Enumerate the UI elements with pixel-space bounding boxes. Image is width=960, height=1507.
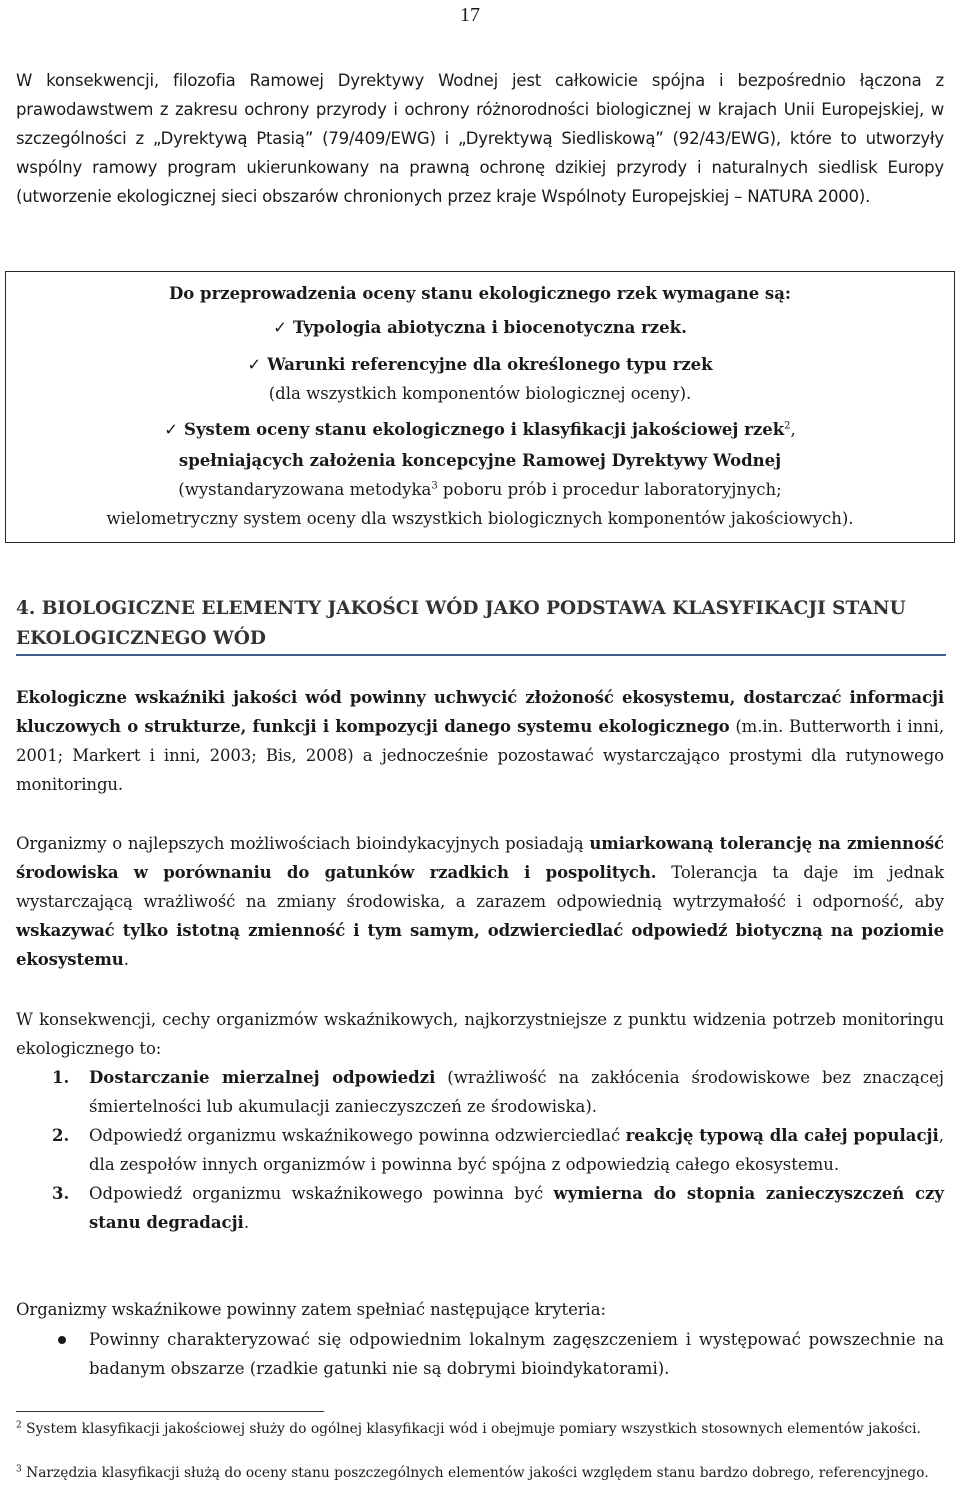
footnote-text: System klasyfikacji jakościowej służy do ogólnej klasyfikacji wód i obejmuje pomiary wszystkich stosownych elementów jakości. <box>21 1421 921 1437</box>
intro-paragraph: W konsekwencji, filozofia Ramowej Dyrektywy Wodnej jest całkowicie spójna i bezpośrednio łączona z prawodawstwem z zakresu ochrony przyrody i ochrony różnorodności biologicznej w krajach Unii Europejskiej, w szczególności z „Dyrektywą Ptasią” (79/409/EWG) i „Dyrektywą Siedliskową” (92/43/EWG), które to utworzyły wspólny ramowy program ukierunkowany na prawną ochronę dzikiej przyrody i naturalnych siedlisk Europy (utworzenie ekologicznej sieci obszarów chronionych przez kraje Wspólnoty Europejskiej – NATURA 2000). <box>16 71 944 206</box>
page-number: 17 <box>460 4 480 26</box>
checkmark-icon: ✓ <box>273 318 287 337</box>
list-item-text-end: , dla zespołów innych organizmów i powinna być spójna z odpowiedzią całego ekosystemu. <box>89 1126 945 1174</box>
list-item-bold: Dostarczanie mierzalnej odpowiedzi <box>89 1068 436 1087</box>
list-item-bold: reakcję typową dla całej populacji <box>625 1126 939 1145</box>
checkmark-icon: ✓ <box>247 355 262 374</box>
list-item <box>16 1063 944 1121</box>
box-item-reference-text: Warunki referencyjne dla określonego typu rzek <box>267 355 713 374</box>
paragraph-criteria: Organizmy wskaźnikowe powinny zatem spełniać następujące kryteria: <box>16 1300 606 1319</box>
paragraph-consequence: W konsekwencji, cechy organizmów wskaźnikowych, najkorzystniejsze z punktu widzenia potrzeb monitoringu ekologicznego to: <box>16 1010 944 1058</box>
list-item <box>16 1179 944 1237</box>
box-item-system-text: System oceny stanu ekologicznego i klasyfikacji jakościowej rzek <box>184 420 785 439</box>
box-item-system-line3-a: (wystandaryzowana metodyka <box>178 480 432 499</box>
footnote-ref-3: 3 <box>431 480 438 492</box>
paragraph-indicators-bold: Ekologiczne wskaźniki jakości wód powinny uchwycić złożoność ekosystemu, dostarczać informacji kluczowych o strukturze, funkcji i kompozycji danego systemu ekologicznego <box>16 688 944 736</box>
list-number: 1. <box>52 1068 70 1087</box>
paragraph-organisms-text3: . <box>123 950 129 969</box>
paragraph-organisms-bold1: umiarkowaną tolerancję na zmienność środowiska w porównaniu do gatunków rzadkich i pospolitych. <box>16 834 944 882</box>
paragraph-indicators-rest: (m.in. Butterworth i inni, 2001; Markert i inni, 2003; Bis, 2008) a jednocześnie pozostawać wystarczająco prostymi dla rutynowego monitoringu. <box>16 717 944 794</box>
box-item-system-line3 <box>6 477 954 503</box>
bullet-list <box>16 1325 944 1383</box>
box-item-system <box>6 417 954 443</box>
footnote-mark: 2 <box>16 1420 22 1431</box>
section-heading-line2: EKOLOGICZNEGO WÓD <box>16 628 266 649</box>
box-item-system-line3-b: poboru prób i procedur laboratoryjnych; <box>437 480 782 499</box>
footnote-ref-2: 2 <box>784 420 791 432</box>
paragraph-indicators <box>16 683 944 799</box>
list-item-text: Odpowiedź organizmu wskaźnikowego powinna odzwierciedlać <box>89 1126 626 1145</box>
box-item-reference <box>6 352 954 378</box>
paragraph-organisms-text2: Tolerancja ta daje im jednak wystarczającą wrażliwość na zmiany środowiska, a zarazem odpowiednią wytrzymałość i odporność, aby <box>16 863 944 911</box>
box-title: Do przeprowadzenia oceny stanu ekologicznego rzek wymagane są: <box>168 284 792 303</box>
checkmark-icon: ✓ <box>164 420 179 439</box>
footnote-mark: 3 <box>16 1464 22 1475</box>
numbered-list <box>16 1063 944 1237</box>
section-heading <box>16 594 944 654</box>
paragraph-organisms-text1: Organizmy o najlepszych możliwościach bioindykacyjnych posiadają <box>16 834 590 853</box>
list-number: 3. <box>52 1184 70 1203</box>
bullet-item <box>16 1325 944 1383</box>
list-item-text-end: . <box>243 1213 250 1232</box>
section-heading-line1: 4. BIOLOGICZNE ELEMENTY JAKOŚCI WÓD JAKO PODSTAWA KLASYFIKACJI STANU <box>16 598 906 619</box>
requirements-box <box>5 271 955 543</box>
box-item-typology <box>6 315 954 341</box>
list-number: 2. <box>52 1126 70 1145</box>
footnote-separator <box>16 1411 324 1412</box>
list-item-bold: wymierna do stopnia zanieczyszczeń czy stanu degradacji <box>89 1184 944 1232</box>
paragraph-organisms-bold2: wskazywać tylko istotną zmienność i tym samym, odzwierciedlać odpowiedź biotyczną na poziomie ekosystemu <box>16 921 944 969</box>
heading-underline <box>16 654 946 656</box>
box-item-typology-text: Typologia abiotyczna i biocenotyczna rzek. <box>292 318 687 337</box>
footnote-2 <box>16 1418 944 1440</box>
list-item-text: Odpowiedź organizmu wskaźnikowego powinna być <box>89 1184 554 1203</box>
box-item-system-comma: , <box>790 420 796 439</box>
list-item-text: (wrażliwość na zakłócenia środowiskowe bez znaczącej śmiertelności lub akumulacji zanieczyszczeń ze środowiska). <box>89 1068 944 1116</box>
list-item <box>16 1121 944 1179</box>
footnote-text: Narzędzia klasyfikacji służą do oceny stanu poszczególnych elementów jakości względem stanu bardzo dobrego, referencyjnego. <box>21 1465 929 1481</box>
box-item-system-line4: wielometryczny system oceny dla wszystkich biologicznych komponentów jakościowych). <box>106 509 854 528</box>
bullet-icon <box>58 1336 66 1344</box>
box-item-reference-sub: (dla wszystkich komponentów biologicznej oceny). <box>268 384 692 403</box>
box-item-system-line2: spełniających założenia koncepcyjne Ramowej Dyrektywy Wodnej <box>178 451 782 470</box>
paragraph-organisms <box>16 829 944 974</box>
footnote-3 <box>16 1462 944 1484</box>
bullet-item-text: Powinny charakteryzować się odpowiednim lokalnym zagęszczeniem i występować powszechnie na badanym obszarze (rzadkie gatunki nie są dobrymi bioindykatorami). <box>89 1330 944 1378</box>
